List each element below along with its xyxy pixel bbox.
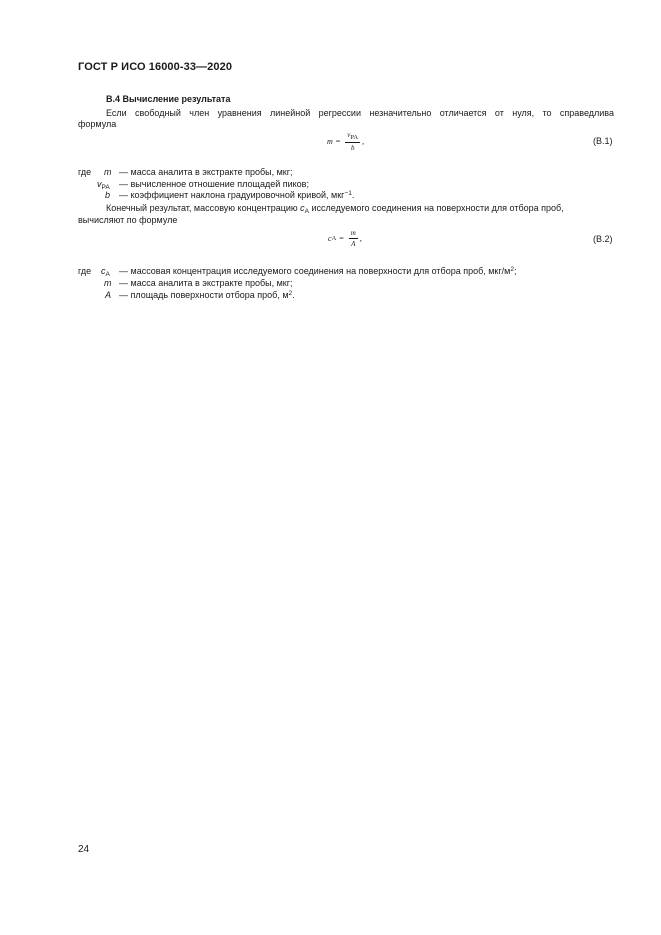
eq2-equals: = bbox=[339, 234, 344, 243]
paragraph-1-word: незначительно bbox=[369, 108, 432, 118]
para2-text-b: исследуемого соединения на поверхности для отбора проб, bbox=[309, 203, 564, 213]
defs2-symbol-c-sub: A bbox=[105, 271, 110, 278]
defs2-text-a-main: — площадь поверхности отбора проб, м bbox=[119, 290, 289, 300]
paragraph-1-word: уравнения bbox=[217, 108, 262, 118]
defs2-symbol-c bbox=[101, 266, 110, 278]
paragraph-1-word: то bbox=[542, 108, 552, 118]
defs2-text-c-tail: ; bbox=[513, 266, 517, 276]
eq2-lhs-sub: A bbox=[331, 235, 337, 242]
defs1-symbol-v-text: v bbox=[97, 179, 102, 189]
paragraph-2-line-2: вычисляют по формуле bbox=[78, 215, 178, 225]
paragraph-1-word: свободный bbox=[135, 108, 181, 118]
equation-b2-number: (В.2) bbox=[593, 234, 613, 244]
defs2-symbol-a bbox=[105, 290, 111, 300]
defs2-text-c bbox=[119, 266, 516, 276]
defs1-symbol-b bbox=[105, 190, 110, 200]
defs1-text-b-main: — коэффициент наклона градуировочной кривой, мкг bbox=[119, 190, 345, 200]
paragraph-1-word: Если bbox=[106, 108, 127, 118]
eq1-equals: = bbox=[335, 137, 341, 146]
defs2-symbol-a-text: A bbox=[105, 290, 112, 300]
defs1-symbol-m bbox=[104, 167, 112, 177]
defs2-text-c-main: — массовая концентрация исследуемого соединения на поверхности для отбора проб, мкг/м bbox=[119, 266, 511, 276]
paragraph-1-word: нуля, bbox=[512, 108, 535, 118]
defs1-symbol-m-text: m bbox=[104, 167, 112, 177]
defs1-symbol-v-sub: PA bbox=[101, 184, 110, 191]
paragraph-1-line-1 bbox=[106, 108, 614, 119]
paragraph-1-word: справедлива bbox=[559, 108, 614, 118]
defs1-text-b bbox=[119, 190, 354, 200]
para2-symbol-sub: A bbox=[304, 208, 309, 215]
para2-symbol: c bbox=[300, 203, 305, 213]
defs1-symbol-b-text: b bbox=[105, 190, 111, 200]
eq2-numerator: m bbox=[350, 229, 356, 237]
defs2-text-a-sup: 2 bbox=[288, 290, 293, 297]
eq1-lhs: m bbox=[327, 137, 333, 146]
equation-b1-number: (В.1) bbox=[593, 136, 613, 146]
defs2-text-a bbox=[119, 290, 295, 300]
paragraph-1-line-2: формула bbox=[78, 119, 117, 129]
section-heading: В.4 Вычисление результата bbox=[106, 94, 231, 104]
eq2-lhs: c bbox=[328, 234, 332, 243]
eq1-trailing: , bbox=[362, 137, 365, 146]
defs1-text-v: — вычисленное отношение площадей пиков; bbox=[119, 179, 309, 189]
equation-b2 bbox=[328, 229, 362, 248]
para2-text-a: Конечный результат, массовую концентрацию bbox=[106, 203, 301, 213]
defs2-symbol-m-text: m bbox=[104, 278, 112, 288]
equation-b1 bbox=[327, 131, 364, 152]
defs1-where: где bbox=[78, 167, 92, 177]
defs2-text-a-tail: . bbox=[292, 290, 295, 300]
defs2-text-c-sup: 2 bbox=[510, 266, 514, 273]
document-header: ГОСТ Р ИСО 16000-33—2020 bbox=[78, 61, 233, 73]
paragraph-1-word: отличается bbox=[439, 108, 487, 118]
eq2-trailing: , bbox=[359, 234, 362, 243]
defs2-symbol-c-text: c bbox=[101, 266, 106, 276]
eq1-numerator bbox=[345, 131, 360, 142]
defs2-where: где bbox=[78, 266, 92, 276]
paragraph-1-word: от bbox=[494, 108, 504, 118]
eq1-denominator: b bbox=[350, 144, 355, 152]
eq2-fraction bbox=[349, 229, 358, 248]
eq1-fraction bbox=[345, 131, 360, 152]
paragraph-1-word: член bbox=[189, 108, 210, 118]
defs1-text-b-tail: . bbox=[351, 190, 355, 200]
defs2-symbol-m bbox=[104, 278, 112, 288]
defs2-text-m: — масса аналита в экстракте пробы, мкг; bbox=[119, 278, 293, 288]
eq1-numerator-base: v bbox=[347, 131, 351, 139]
paragraph-1-word: линейной bbox=[269, 108, 311, 118]
paragraph-1-word: регрессии bbox=[318, 108, 361, 118]
eq2-denominator: A bbox=[351, 240, 356, 248]
defs1-text-m: — масса аналита в экстракте пробы, мкг; bbox=[119, 167, 293, 177]
page-number: 24 bbox=[78, 844, 90, 855]
defs1-text-b-sup: −1 bbox=[344, 190, 352, 197]
eq1-numerator-sub: PA bbox=[350, 134, 359, 141]
